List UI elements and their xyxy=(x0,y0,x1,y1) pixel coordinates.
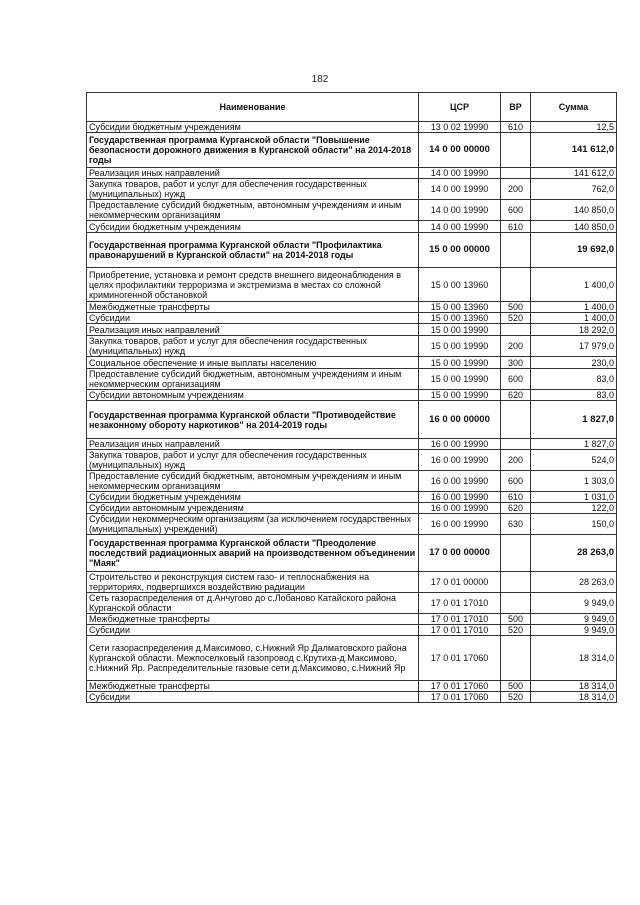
table-row xyxy=(87,324,617,336)
cell-name: Межбюджетные трансферты xyxy=(87,681,419,692)
cell-sum: 1 031,0 xyxy=(531,492,617,503)
budget-table xyxy=(86,92,617,703)
cell-vr: 200 xyxy=(501,179,531,200)
cell-csr: 14 0 00 19990 xyxy=(419,179,501,200)
header-vr: ВР xyxy=(501,93,531,122)
cell-sum: 1 400,0 xyxy=(531,268,617,302)
cell-sum: 150,0 xyxy=(531,514,617,535)
cell-csr: 17 0 01 17060 xyxy=(419,692,501,703)
cell-sum: 762,0 xyxy=(531,179,617,200)
table-row xyxy=(87,439,617,450)
table-row xyxy=(87,221,617,233)
cell-csr: 15 0 00 19990 xyxy=(419,357,501,369)
cell-name: Закупка товаров, работ и услуг для обеспечения государственных (муниципальных) нужд xyxy=(87,336,419,357)
cell-name: Социальное обеспечение и иные выплаты населению xyxy=(87,357,419,369)
cell-csr: 14 0 00 19990 xyxy=(419,200,501,221)
cell-csr: 15 0 00 19990 xyxy=(419,324,501,336)
cell-vr: 630 xyxy=(501,514,531,535)
cell-sum: 524,0 xyxy=(531,450,617,471)
cell-csr: 16 0 00 19990 xyxy=(419,514,501,535)
cell-name: Сети газораспределения д.Максимово, с.Нижний Яр Далматовского района Курганской области. Межпоселковый газопровод с.Крутиха-д.Максимово, с.Нижний Яр. Распределительные газовые сети д.Максимово, с.Нижний Яр xyxy=(87,636,419,681)
cell-sum: 141 612,0 xyxy=(531,133,617,168)
table-row xyxy=(87,268,617,302)
cell-vr: 520 xyxy=(501,313,531,324)
cell-name: Межбюджетные трансферты xyxy=(87,614,419,625)
cell-sum: 83,0 xyxy=(531,369,617,390)
table-row xyxy=(87,122,617,133)
cell-vr xyxy=(501,324,531,336)
cell-name: Субсидии xyxy=(87,692,419,703)
cell-name: Реализация иных направлений xyxy=(87,324,419,336)
cell-sum: 140 850,0 xyxy=(531,221,617,233)
cell-csr: 16 0 00 19990 xyxy=(419,471,501,492)
cell-vr: 600 xyxy=(501,200,531,221)
cell-vr xyxy=(501,133,531,168)
cell-sum: 9 949,0 xyxy=(531,625,617,636)
cell-name: Приобретение, установка и ремонт средств внешнего видеонаблюдения в целях профилактики терроризма и экстремизма в местах со сложной криминогенной обстановкой xyxy=(87,268,419,302)
table-row xyxy=(87,179,617,200)
cell-vr: 520 xyxy=(501,692,531,703)
cell-csr: 17 0 01 17010 xyxy=(419,625,501,636)
program-row xyxy=(87,401,617,439)
cell-vr xyxy=(501,572,531,593)
cell-sum: 28 263,0 xyxy=(531,572,617,593)
cell-csr: 14 0 00 00000 xyxy=(419,133,501,168)
cell-csr: 17 0 01 17060 xyxy=(419,681,501,692)
cell-sum: 122,0 xyxy=(531,503,617,514)
cell-name: Субсидии автономным учреждениям xyxy=(87,503,419,514)
cell-name: Предоставление субсидий бюджетным, автономным учреждениям и иным некоммерческим организациям xyxy=(87,369,419,390)
cell-sum: 140 850,0 xyxy=(531,200,617,221)
table-header-row xyxy=(87,93,617,122)
cell-name: Государственная программа Курганской области "Противодействие незаконному обороту наркотиков" на 2014-2019 годы xyxy=(87,401,419,439)
cell-vr: 500 xyxy=(501,302,531,313)
table-row xyxy=(87,636,617,681)
header-name: Наименование xyxy=(87,93,419,122)
table-row xyxy=(87,313,617,324)
program-row xyxy=(87,133,617,168)
cell-name: Государственная программа Курганской области "Повышение безопасности дорожного движения в Курганской области" на 2014-2018 годы xyxy=(87,133,419,168)
cell-vr: 520 xyxy=(501,625,531,636)
cell-sum: 1 827,0 xyxy=(531,401,617,439)
cell-vr: 500 xyxy=(501,681,531,692)
cell-csr: 16 0 00 19990 xyxy=(419,439,501,450)
table-row xyxy=(87,200,617,221)
cell-vr: 600 xyxy=(501,471,531,492)
table-row xyxy=(87,692,617,703)
table-row xyxy=(87,681,617,692)
cell-name: Субсидии бюджетным учреждениям xyxy=(87,122,419,133)
cell-vr xyxy=(501,636,531,681)
table-row xyxy=(87,572,617,593)
cell-name: Предоставление субсидий бюджетным, автономным учреждениям и иным некоммерческим организациям xyxy=(87,200,419,221)
cell-vr: 610 xyxy=(501,122,531,133)
cell-csr: 16 0 00 19990 xyxy=(419,492,501,503)
cell-vr: 500 xyxy=(501,614,531,625)
cell-sum: 9 949,0 xyxy=(531,614,617,625)
cell-vr: 600 xyxy=(501,369,531,390)
cell-csr: 17 0 00 00000 xyxy=(419,535,501,572)
cell-name: Государственная программа Курганской области "Преодоление последствий радиационных аварий на производственном объединении "Маяк" xyxy=(87,535,419,572)
table-row xyxy=(87,593,617,614)
cell-csr: 17 0 01 00000 xyxy=(419,572,501,593)
cell-name: Субсидии бюджетным учреждениям xyxy=(87,492,419,503)
cell-csr: 17 0 01 17010 xyxy=(419,614,501,625)
cell-csr: 15 0 00 13960 xyxy=(419,302,501,313)
cell-name: Реализация иных направлений xyxy=(87,439,419,450)
cell-csr: 15 0 00 13960 xyxy=(419,268,501,302)
cell-name: Закупка товаров, работ и услуг для обеспечения государственных (муниципальных) нужд xyxy=(87,450,419,471)
cell-csr: 14 0 00 19990 xyxy=(419,221,501,233)
cell-vr xyxy=(501,401,531,439)
table-row xyxy=(87,357,617,369)
cell-sum: 18 292,0 xyxy=(531,324,617,336)
table-row xyxy=(87,503,617,514)
cell-csr: 15 0 00 00000 xyxy=(419,233,501,268)
cell-name: Закупка товаров, работ и услуг для обеспечения государственных (муниципальных) нужд xyxy=(87,179,419,200)
cell-sum: 17 979,0 xyxy=(531,336,617,357)
cell-name: Субсидии xyxy=(87,313,419,324)
cell-sum: 1 400,0 xyxy=(531,313,617,324)
cell-name: Строительство и реконструкция систем газо- и теплоснабжения на территориях, подвергшихся воздействию радиации xyxy=(87,572,419,593)
cell-vr xyxy=(501,593,531,614)
cell-vr xyxy=(501,439,531,450)
cell-name: Межбюджетные трансферты xyxy=(87,302,419,313)
table-row xyxy=(87,302,617,313)
cell-name: Государственная программа Курганской области "Профилактика правонарушений в Курганской области" на 2014-2018 годы xyxy=(87,233,419,268)
cell-sum: 12,5 xyxy=(531,122,617,133)
cell-sum: 1 303,0 xyxy=(531,471,617,492)
table-row xyxy=(87,492,617,503)
table-row xyxy=(87,336,617,357)
cell-vr xyxy=(501,535,531,572)
cell-csr: 15 0 00 19990 xyxy=(419,390,501,401)
cell-sum: 9 949,0 xyxy=(531,593,617,614)
cell-name: Субсидии xyxy=(87,625,419,636)
cell-name: Субсидии автономным учреждениям xyxy=(87,390,419,401)
table-row xyxy=(87,514,617,535)
cell-csr: 17 0 01 17010 xyxy=(419,593,501,614)
cell-csr: 13 0 02 19990 xyxy=(419,122,501,133)
program-row xyxy=(87,535,617,572)
cell-name: Субсидии некоммерческим организациям (за исключением государственных (муниципальных) учреждений) xyxy=(87,514,419,535)
cell-name: Сеть газораспределения от д.Анчугово до с.Лобаново Катайского района Курганской области xyxy=(87,593,419,614)
cell-sum: 83,0 xyxy=(531,390,617,401)
cell-sum: 28 263,0 xyxy=(531,535,617,572)
cell-sum: 1 400,0 xyxy=(531,302,617,313)
cell-csr: 16 0 00 00000 xyxy=(419,401,501,439)
cell-csr: 15 0 00 19990 xyxy=(419,369,501,390)
program-row xyxy=(87,233,617,268)
cell-vr: 610 xyxy=(501,221,531,233)
cell-sum: 18 314,0 xyxy=(531,636,617,681)
table-row xyxy=(87,450,617,471)
table-row xyxy=(87,614,617,625)
cell-sum: 1 827,0 xyxy=(531,439,617,450)
header-csr: ЦСР xyxy=(419,93,501,122)
cell-vr xyxy=(501,268,531,302)
cell-csr: 15 0 00 19990 xyxy=(419,336,501,357)
cell-sum: 230,0 xyxy=(531,357,617,369)
cell-csr: 14 0 00 19990 xyxy=(419,168,501,179)
cell-sum: 18 314,0 xyxy=(531,681,617,692)
cell-csr: 17 0 01 17060 xyxy=(419,636,501,681)
cell-csr: 16 0 00 19990 xyxy=(419,450,501,471)
cell-vr: 620 xyxy=(501,503,531,514)
cell-vr: 300 xyxy=(501,357,531,369)
cell-csr: 16 0 00 19990 xyxy=(419,503,501,514)
header-sum: Сумма xyxy=(531,93,617,122)
cell-vr: 610 xyxy=(501,492,531,503)
cell-vr xyxy=(501,168,531,179)
cell-name: Субсидии бюджетным учреждениям xyxy=(87,221,419,233)
table-row xyxy=(87,625,617,636)
cell-name: Реализация иных направлений xyxy=(87,168,419,179)
cell-csr: 15 0 00 13960 xyxy=(419,313,501,324)
page-number: 182 xyxy=(311,74,329,85)
table-row xyxy=(87,168,617,179)
table-row xyxy=(87,369,617,390)
cell-sum: 19 692,0 xyxy=(531,233,617,268)
cell-vr: 620 xyxy=(501,390,531,401)
cell-sum: 141 612,0 xyxy=(531,168,617,179)
table-row xyxy=(87,390,617,401)
cell-vr: 200 xyxy=(501,450,531,471)
cell-vr: 200 xyxy=(501,336,531,357)
cell-name: Предоставление субсидий бюджетным, автономным учреждениям и иным некоммерческим организациям xyxy=(87,471,419,492)
table-row xyxy=(87,471,617,492)
cell-vr xyxy=(501,233,531,268)
cell-sum: 18 314,0 xyxy=(531,692,617,703)
